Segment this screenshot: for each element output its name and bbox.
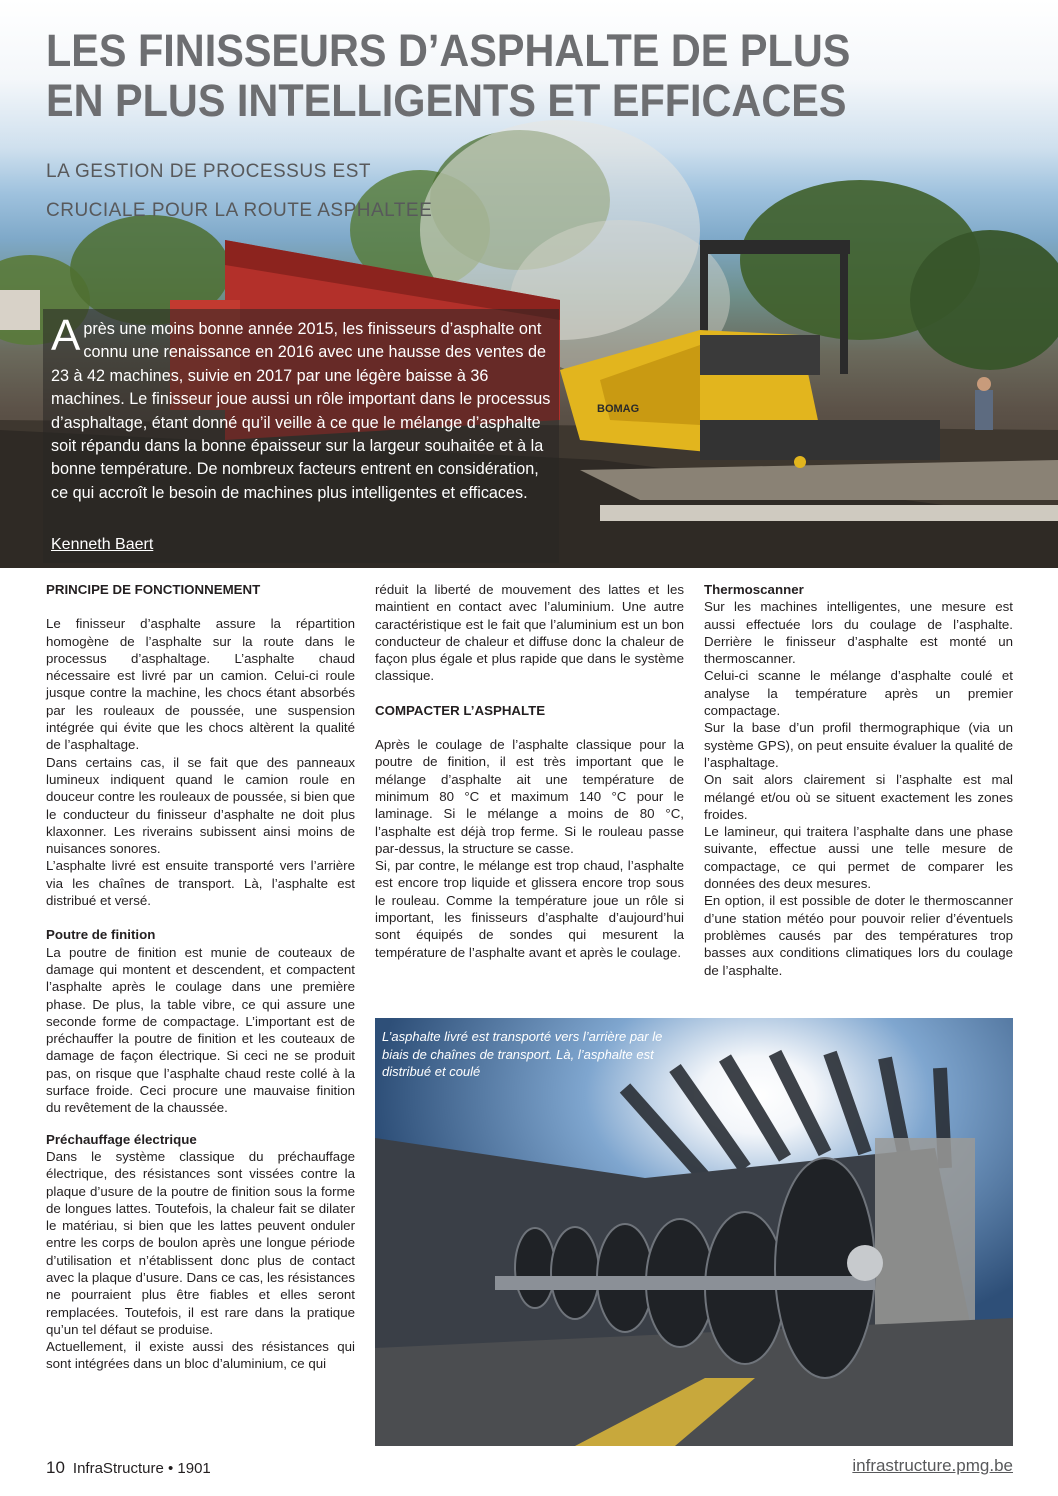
paragraph: réduit la liberté de mouvement des lattes et les maintient en contact avec l’aluminium. Une autre caractéristique est le fait que l’aluminium est un bon conducteur de chaleur et diffuse donc la chaleur de façon plus égale et plus rapide que dans le système classique. xyxy=(375,582,684,684)
heading-thermoscanner: Thermoscanner xyxy=(704,582,804,597)
publication-name: InfraStructure • 1901 xyxy=(72,1460,211,1477)
paragraph: En option, il est possible de doter le thermoscanner d’une station météo pour pouvoir relier d’éventuels problèmes causés par des températures trop basses aux conditions climatiques lors du coulage de l’asphalte. xyxy=(704,893,1013,978)
paragraph: On sait alors clairement si l’asphalte est mal mélangé et/ou où se situent exactement les zones froides. xyxy=(704,772,1013,822)
paragraph: Sur la base d’un profil thermographique (via un système GPS), on peut ensuite évaluer la qualité de l’asphaltage. xyxy=(704,720,1013,770)
auger-photo xyxy=(375,1018,1013,1446)
column-3 xyxy=(704,581,1013,979)
page-number: 10 xyxy=(46,1458,65,1477)
title-line-1: LES FINISSEURS D’ASPHALTE DE PLUS xyxy=(46,25,851,76)
paragraph: L’asphalte livré est ensuite transporté vers l’arrière via les chaînes de transport. Là, l’asphalte est distribué et versé. xyxy=(46,858,355,909)
footer-url-link[interactable]: infrastructure.pmg.be xyxy=(852,1456,1013,1475)
photo-caption: L’asphalte livré est transporté vers l’arrière par le biais de chaînes de transport. Là, l’asphalte est distribué et coulé xyxy=(382,1029,663,1079)
paragraph: Dans certains cas, il se fait que des panneaux lumineux indiquent quand le camion roule en douceur contre les rouleaux de poussée, si bien que le conducteur du finisseur d’asphalte ne doit plus klaxonner. Les riverains subissent ainsi moins de nuisances sonores. xyxy=(46,754,355,857)
heading-poutre: Poutre de finition xyxy=(46,927,156,943)
author-name[interactable]: Kenneth Baert xyxy=(51,536,154,553)
paragraph: Après le coulage de l’asphalte classique pour la poutre de finition, il est très important que le mélange d’asphalte ait une température de minimum 80 °C et maximum 140 °C pour le laminage. Si le mélange a moins de 80 °C, l’asphalte est déjà trop ferme. Si le rouleau passe par-dessus, la structure se casse. xyxy=(375,737,684,856)
footer-publication xyxy=(46,1458,211,1478)
paragraph: Celui-ci scanne le mélange d’asphalte coulé et analyse la température après un premier compactage. xyxy=(704,668,1013,719)
paragraph: Le lamineur, qui traitera l’asphalte dans une phase suivante, effectue aussi une telle mesure de compactage, ce qui permet de comparer les données des deux mesures. xyxy=(704,824,1013,892)
subtitle-line-2: CRUCIALE POUR LA ROUTE ASPHALTEE xyxy=(46,200,433,221)
auger-illustration xyxy=(375,1018,1013,1446)
column-2 xyxy=(375,581,684,961)
article-subtitle xyxy=(46,152,566,230)
heading-compacter: COMPACTER L’ASPHALTE xyxy=(375,702,546,718)
title-line-2: EN PLUS INTELLIGENTS ET EFFICACES xyxy=(46,75,847,126)
drop-cap: A xyxy=(51,311,81,360)
paragraph: La poutre de finition est munie de couteaux de damage qui montent et descendent, et compactent l’asphalte après le coulage dans une première phase. De plus, la table vibre, ce qui assure une seconde forme de compactage. L’important est de préchauffer la poutre de finition et les couteaux de damage de façon électrique. Si ceci ne se produit pas, on risque que l’asphalte chaud reste collé à la surface froide. Ceci procure une mauvaise finition du revêtement de la chaussée. xyxy=(46,944,355,1116)
intro-text: près une moins bonne année 2015, les finisseurs d’asphalte ont connu une renaissance en 2016 avec une hausse des ventes de 23 à 42 machines, suivie en 2017 par une légère baisse à 36 machines. Le finisseur joue aussi un rôle important dans le processus d’asphaltage, étant donné qu’il veille à ce que le mélange d’asphalte soit répandu dans la bonne épaisseur sur la largeur souhaitée et à la bonne température. De nombreux facteurs entrent en considération, ce qui accroît le besoin de machines plus intelligentes et efficaces. xyxy=(51,320,551,502)
paragraph: Sur les machines intelligentes, une mesure est aussi effectuée lors du coulage de l’asphalte. Derrière le finisseur d’asphalte est monté un thermoscanner. xyxy=(704,599,1013,667)
paragraph: Dans le système classique du préchauffage électrique, des résistances sont vissées contre la plaque d’usure de la poutre de finition sous la forme de longues lattes. Toutefois, la chaleur fait se dilater le matériau, si bien que les lattes peuvent onduler entre les corps de boulon après une longue période d’utilisation et n’établissent donc plus de contact avec la plaque d’usure. Dans ce cas, les résistances ne pourraient plus être fiables et elles seront remplacées. Toutefois, il est rare dans la pratique qu’un tel défaut se produise. xyxy=(46,1148,355,1337)
column-1 xyxy=(46,581,355,1373)
paragraph: Le finisseur d’asphalte assure la répartition homogène de l’asphalte sur la route dans le processus d’asphaltage. L’asphalte chaud nécessaire est livré par un camion. Celui-ci roule jusque contre la machine, les chocs étant absorbés par les rouleaux de poussée, une suspension intégrée qui évite que les chocs altèrent la qualité de l’asphaltage. xyxy=(46,616,355,753)
intro-paragraph xyxy=(51,311,551,505)
subtitle-line-1: LA GESTION DE PROCESSUS EST xyxy=(46,161,371,182)
heading-prechauffage: Préchauffage électrique xyxy=(46,1131,197,1147)
heading-principe: PRINCIPE DE FONCTIONNEMENT xyxy=(46,582,261,597)
paragraph: Actuellement, il existe aussi des résistances qui sont intégrées dans un bloc d’aluminium, ce qui xyxy=(46,1339,355,1372)
paragraph: Si, par contre, le mélange est trop chaud, l’asphalte est encore trop liquide et glissera encore trop sous le rouleau. Comme la température joue un rôle si important, les finisseurs d’asphalte d’aujourd’hui sont équipés de sondes qui mesurent la température de l’asphalte avant et après le coulage. xyxy=(375,858,684,960)
hero-photo xyxy=(0,0,1058,568)
bomag-logo: BOMAG xyxy=(597,403,640,415)
article-title xyxy=(46,26,856,126)
